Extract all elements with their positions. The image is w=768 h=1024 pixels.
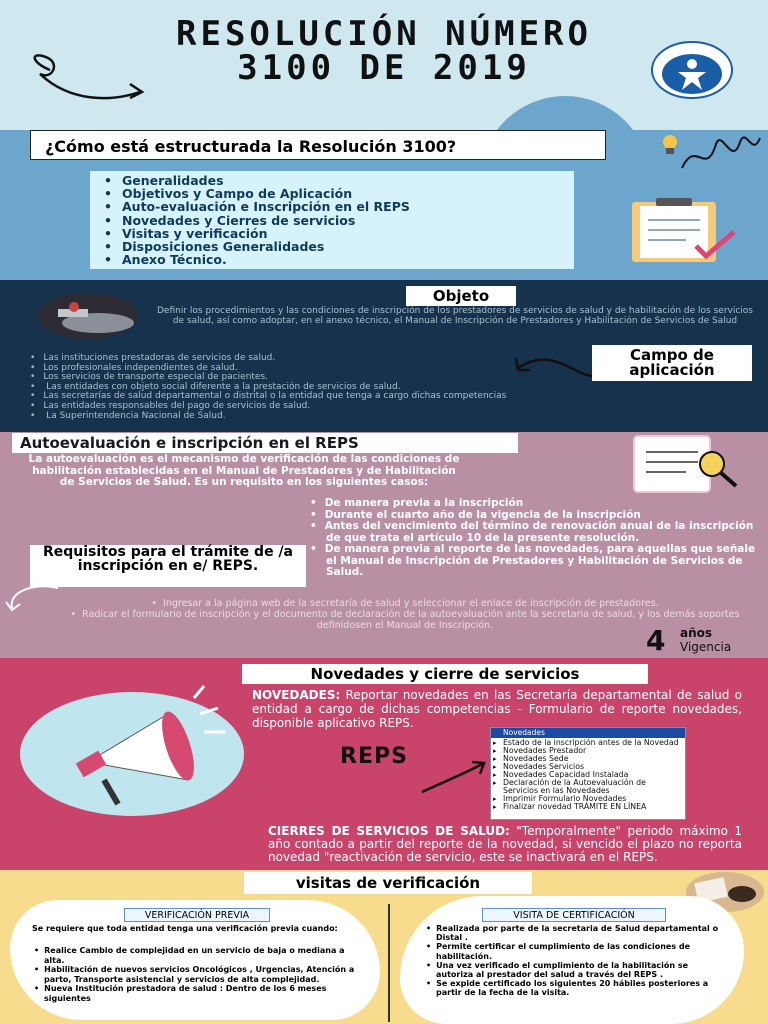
estructura-list [90,171,574,269]
novedades-label: NOVEDADES: [252,688,341,702]
certificacion-label: VISITA DE CERTIFICACIÓN [482,908,666,922]
autoevaluacion-paragraph: La autoevaluación es el mecanismo de verificación de las condiciones de habilitación establecidas en el Manual de Prestadores y de Habilitación de Servicios de Salud. Es un requisito en los siguientes casos: [28,453,460,488]
curved-arrow-icon [30,52,150,112]
menu-header[interactable]: Novedades [491,728,685,738]
objeto-title: Objeto [406,286,516,306]
reps-label: REPS [340,744,408,769]
requisitos-title: Requisitos para el trámite de /a inscripción en e/ REPS. [30,545,306,587]
lightbulb-icon [656,128,766,188]
menu-item[interactable]: ▸ Finalizar novedad TRÁMITE EN LÍNEA [493,803,681,811]
vigencia-unit: años [680,626,713,640]
list-item: • Habilitación de nuevos servicios Oncológicos , Urgencias, Atención a parto, Transporte asistencial y servicios de alta complejidad. [32,965,364,984]
list-item: • Objetivos y Campo de Aplicación [104,187,562,200]
list-item: • Nueva Institución prestadora de salud : Dentro de los 6 meses siguientes [32,984,364,1003]
list-item: • Las instituciones prestadoras de servicios de salud. [30,354,650,364]
menu-item[interactable]: ▸ Novedades Servicios [493,763,681,771]
list-item: • Generalidades [104,174,562,187]
menu-item[interactable]: ▸ Imprimir Formulario Novedades [493,795,681,803]
clipboard-icon [626,196,742,270]
visitas-title: visitas de verificación [244,872,532,894]
list-item: • Las entidades con objeto social diferente a la prestación de servicios de salud. [30,383,650,393]
list-item: • Auto-evaluación e Inscripción en el REPS [104,200,562,213]
menu-item[interactable]: ▸ Novedades Sede [493,755,681,763]
arrow-icon [418,760,488,796]
meeting-photo [38,293,138,339]
campo-title: Campo de aplicación [592,345,752,381]
autoevaluacion-title: Autoevaluación e inscripción en el REPS [12,433,518,453]
list-item: • Se expide certificado los siguientes 20 hábiles posteriores a partir de la fecha de la visita. [420,979,720,997]
novedades-text: Reportar novedades en las Secretaría departamental de salud o entidad a cargo de dichas competencias - Formulario de reporte novedades, disponible aplicativo REPS. [252,688,742,730]
previa-label: VERIFICACIÓN PREVIA [124,908,270,922]
logo-icon [650,40,734,100]
list-item: • De manera previa a la inscripción [310,498,760,510]
novedades-paragraph [252,688,742,730]
reps-menu [490,727,686,820]
vigencia-number: 4 [646,624,666,657]
novedades-title: Novedades y cierre de servicios [242,664,648,684]
menu-item[interactable]: ▸ Estado de la inscripción antes de la Novedad [493,739,681,747]
list-item: • Anexo Técnico. [104,253,562,266]
list-item: • Visitas y verificación [104,227,562,240]
cierres-paragraph [268,825,742,864]
arrow-icon [4,582,64,618]
previa-list [32,946,364,1003]
list-item: • Realizada por parte de la secretaria de Salud departamental o Distal . [420,924,720,942]
estructura-question: ¿Cómo está estructurada la Resolución 3100? [30,130,606,160]
list-item: • Realice Cambio de complejidad en un servicio de baja o mediana a alta. [32,946,364,965]
cierres-label: CIERRES DE SERVICIOS DE SALUD: [268,824,510,838]
list-item: • De manera previa al reporte de las novedades, para aquellas que señale el Manual de Inscripción de Prestadores y Habilitación de Servicios de Salud. [310,544,760,579]
list-item: • Radicar el formulario de inscripción y el documento de declaración de la autoevaluación ante la secretaria de salud, y los demás soportes definidosen el Manual de Inscripción. [60,609,750,631]
divider [388,904,390,1022]
list-item: • Durante el cuarto año de la vigencia de la inscripción [310,510,760,522]
previa-intro: Se requiere que toda entidad tenga una verificación previa cuando: [32,924,338,933]
list-item: • La Superintendencia Nacional de Salud. [30,412,650,422]
header [0,0,768,130]
list-item: • Los servicios de transporte especial de pacientes. [30,373,650,383]
clipboard-search-icon [630,434,742,494]
objeto-text: Definir los procedimientos y las condiciones de inscripción de los prestadores de servicios de salud y de habilitación de los servicios de salud, así como adoptar, en el anexo técnico, el Manual de Inscripción de Prestadores y Habilitación de Servicios de Salud [156,306,753,326]
list-item: • Novedades y Cierres de servicios [104,214,562,227]
list-item: • Los profesionales independientes de salud. [30,364,650,374]
cierres-text: "Temporalmente" periodo máximo 1 año contado a partir del reporte de la novedad, si vencido el plazo no reporta novedad "reactivación de servicio, este se inactivará en el REPS. [268,824,743,864]
list-item: • Antes del vencimiento del término de renovación anual de la inscripción de que trata el artículo 10 de la presente resolución. [310,521,760,544]
certificacion-list [420,924,720,998]
list-item: • Disposiciones Generalidades [104,240,562,253]
campo-list [30,354,650,421]
page-title-line2: 3100 DE 2019 [237,48,531,88]
menu-item[interactable]: ▸ Declaración de la Autoevaluación de Servicios en las Novedades [493,779,681,795]
list-item: • Las secretarías de salud departamental o distrital o la entidad que tenga a cargo dichas competencias [30,392,650,402]
list-item: • Permite certificar el cumplimiento de las condiciones de habilitación. [420,942,720,960]
autoevaluacion-cases [310,498,760,579]
menu-item[interactable]: ▸ Novedades Capacidad Instalada [493,771,681,779]
list-item: • Las entidades responsables del pago de servicios de salud. [30,402,650,412]
page-title-line1: RESOLUCIÓN NÚMERO [176,14,592,54]
menu-item[interactable]: ▸ Novedades Prestador [493,747,681,755]
vigencia-label: Vigencia [680,640,732,654]
megaphone-icon [18,684,246,818]
list-item: • Una vez verificado el cumplimiento de la habilitación se autoriza al prestador del salud a través del REPS . [420,961,720,979]
list-item: • Ingresar a la página web de la secretaría de salud y seleccionar el enlace de inscripción de prestadores. [60,598,750,609]
